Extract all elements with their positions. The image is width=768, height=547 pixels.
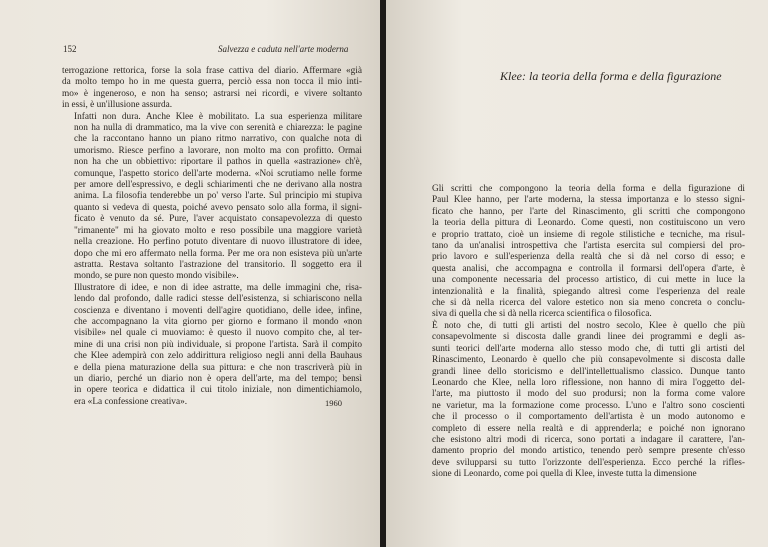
text-line: terrogazione rettorica, forse la sola frase cattiva del diario. Affermare «già	[62, 66, 362, 76]
text-line: Paul Klee hanno, per l'arte moderna, la stessa importanza e lo stesso signi-	[432, 195, 745, 206]
text-line: che Klee adempirà con zelo addirittura religioso negli anni della Bauhaus	[74, 351, 362, 362]
text-line: da molto tempo ho in me questa guerra, perciò essa non tocca il mio inti-	[62, 77, 362, 88]
text-line: ficato che hanno, per l'arte del Rinascimento, gli scritti che compongono	[432, 206, 745, 217]
text-line: mo» è ingeneroso, e non ha senso; astrarsi nei ricordi, e vivere soltanto	[62, 88, 362, 99]
text-line: questa analisi, che accompagna e controlla il formarsi dell'opera d'arte, è	[432, 263, 745, 274]
running-head: Salvezza e caduta nell'arte moderna	[218, 44, 349, 54]
text-line: lendo dal profondo, dalle radici stesse dell'esistenza, si schiariscono nella	[74, 294, 362, 305]
text-line: che si dà nella ricerca del valore estetico non sia meno concreta o conclu-	[432, 298, 745, 309]
text-line: ne varietur, ma la formazione come processo. L'uno e l'altro sono coscienti	[432, 400, 745, 411]
text-line: la teoria della pittura di Leonardo. Come questi, non costituiscono un vero	[432, 218, 745, 229]
text-line: consapevolmente si discosta dalle grandi linee dei programmi e degli as-	[432, 332, 745, 343]
text-line: coscienza e diventano i moventi dell'agire quotidiano, delle idee, infine,	[74, 305, 362, 316]
text-line: Illustratore di idee, e non di idee astratte, ma delle immagini che, risa-	[74, 282, 362, 293]
essay-date: 1960	[325, 398, 342, 408]
text-line: intenzionalità e la finalità, spiegando altresì come l'esperienza del reale	[432, 286, 745, 297]
text-line: sunti teorici dell'arte moderna allo stesso modo che, di tutti gli artisti del	[432, 343, 745, 354]
text-line: deve svilupparsi su tutto l'orizzonte dell'esperienza. Ecco perché la rifles-	[432, 457, 745, 468]
text-line: non ha che un obbiettivo: riportare il pathos in quella «astrazione» ch'è,	[74, 157, 362, 168]
text-line: l'arte, ma piuttosto il modo del suo prodursi; non la forma come valore	[432, 389, 745, 400]
text-line: un diario, perché un diario non è opera dell'arte, ma del tempo; bensì	[74, 373, 362, 384]
text-line: damento proprio del mondo artistico, tenendo però sempre presente ch'esso	[432, 446, 745, 457]
chapter-title: Klee: la teoria della forma e della figurazione	[500, 69, 722, 83]
text-line: visibile» nel quale ci muoviamo: è questo il nuovo compito che, al ter-	[74, 328, 362, 339]
text-line: nella creazione. Ho perfino potuto diventare di nuovo illustratore di idee,	[74, 237, 362, 248]
text-line: tano da un'analisi introspettiva che l'artista esercita sul compiersi del pro-	[432, 241, 745, 252]
text-line: "rimanente" mi ha giovato molto e reso possibile una maggiore varietà	[74, 225, 362, 236]
text-line: che il processo o il comportamento dell'artista è un modo autonomo e	[432, 412, 745, 423]
text-line: non ha nulla di drammatico, ma la vive con serenità e chiarezza: le pagine	[74, 123, 362, 134]
text-line: dopo che mi ero affermato nella forma. Per me ora non esisteva più un'arte	[74, 248, 362, 259]
text-line: siva di quella che si dà nella ricerca scientifica o filosofica.	[432, 309, 652, 320]
paragraph	[62, 283, 362, 408]
text-line: mine di una crisi non più individuale, si propone l'artista. Sarà il compito	[74, 339, 362, 350]
text-line: quanto si vedeva di questa, poiché avevo pensato solo alla forma, il signi-	[74, 202, 362, 213]
text-line: che esistono altri modi di ricerca, sono portati a indagare il carattere, l'an-	[432, 434, 745, 445]
text-line: Leonardo che Klee, nella loro riflessione, non hanno di mira l'oggetto del-	[432, 377, 745, 388]
text-line: Rinascimento, Leonardo è quello che più consapevolmente si discosta dalle	[432, 355, 745, 366]
text-line: completo di essere nella realtà e di apprenderla; e poiché non ignorano	[432, 423, 745, 434]
left-page	[0, 0, 380, 547]
text-line: Infatti non dura. Anche Klee è mobilitato. La sua esperienza militare	[74, 111, 362, 122]
text-line: prio lavoro e sull'esperienza della realtà che si dà nel corso di esso; e	[432, 252, 745, 263]
text-line: grandi linee dello storicismo e dell'intellettualismo classico. Dunque tanto	[432, 366, 745, 377]
text-line: che la raccontano hanno un piano ritmo narrativo, con qualche nota di	[74, 134, 362, 145]
text-line: una componente necessaria del processo artistico, di cui mette in luce la	[432, 275, 745, 286]
paragraph	[62, 66, 362, 112]
left-body-text	[62, 66, 362, 408]
text-line: mondo, se pure non questo mondo visibile».	[74, 271, 239, 282]
text-line: sione di Leonardo, come poi quella di Klee, investe tutta la dimensione	[432, 469, 697, 480]
paragraph	[420, 184, 745, 321]
text-line: anima. La filosofia tenderebbe un po' verso l'arte. Sul principio mi stupiva	[74, 191, 362, 202]
text-line: È noto che, di tutti gli artisti del nostro secolo, Klee è quello che più	[432, 320, 745, 331]
text-line: umorismo. Riesce perfino a lavorare, non molto ma con profitto. Ormai	[74, 145, 362, 156]
text-line: era «La confessione creativa».	[74, 396, 188, 407]
text-line: che accompagnano la vita giorno per giorno e formano il mondo «non	[74, 316, 362, 327]
text-line: e della piena maturazione della sua pittura: e che non trascriverà più in	[74, 362, 362, 373]
text-line: in essi, è un'illusione assurda.	[62, 100, 173, 111]
right-body-text	[420, 184, 745, 481]
text-line: e proprio trattato, cioè un insieme di regole stilistiche e tecniche, ma risul-	[432, 229, 745, 240]
text-line: ficato è venuto da sé. Pure, l'aver acquistato consapevolezza di questo	[74, 214, 362, 225]
text-line: per amore dell'espressivo, e degli schiarimenti che ne derivano alla nostra	[74, 180, 362, 191]
text-line: in opere teorica e didattica il cui titolo iniziale, non dimentichiamolo,	[74, 385, 362, 396]
page-number: 152	[63, 44, 77, 54]
text-line: astratta. Restava soltanto l'astrazione del transitorio. Il soggetto era il	[74, 259, 362, 270]
paragraph	[62, 112, 362, 283]
text-line: Gli scritti che compongono la teoria della forma e della figurazione di	[432, 184, 745, 194]
text-line: comunque, l'aspetto storico dell'arte moderna. «Noi scrutiamo nelle forme	[74, 168, 362, 179]
paragraph	[420, 321, 745, 481]
